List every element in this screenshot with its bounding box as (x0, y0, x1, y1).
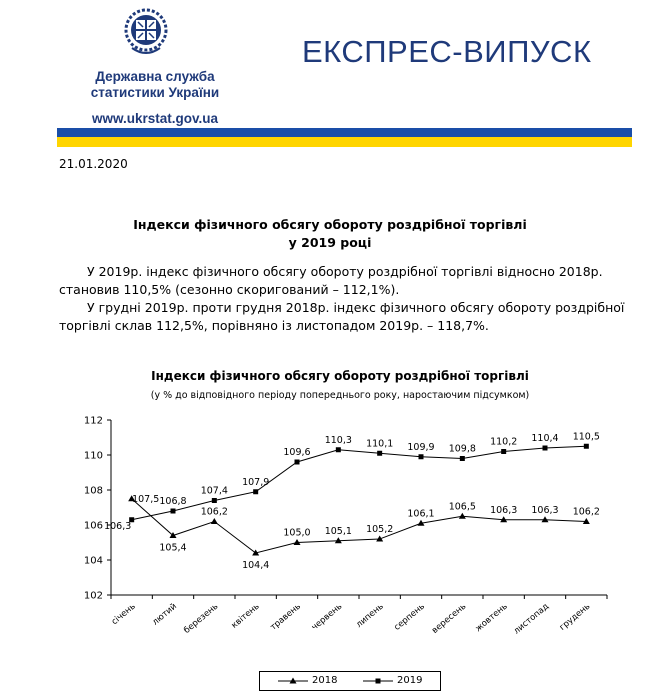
org-website-link[interactable]: www.ukrstat.gov.ua (91, 111, 219, 126)
data-label-2019: 110,1 (366, 438, 394, 450)
data-label-2019: 107,9 (242, 476, 270, 488)
data-label-2018: 105,4 (159, 542, 187, 554)
x-tick-label: січень (109, 601, 138, 628)
release-date: 21.01.2020 (59, 157, 128, 171)
data-point-2019 (460, 456, 465, 461)
x-tick-label: лютий (150, 601, 179, 628)
paragraph-december-line1: У грудні 2019р. проти грудня 2018р. індекс фізичного обсягу обороту роздрібної (87, 300, 625, 315)
data-label-2018: 106,2 (200, 506, 228, 518)
paragraph-december-line2: торгівлі склав 112,5%, порівняно із листопадом 2019р. – 118,7%. (59, 318, 489, 333)
data-label-2019: 107,4 (200, 485, 228, 497)
data-label-2019: 110,5 (572, 431, 600, 443)
chart-title: Індекси фізичного обсягу обороту роздрібної торгівлі (151, 369, 529, 383)
y-tick-label: 104 (83, 555, 103, 567)
data-label-2019: 110,4 (531, 433, 559, 444)
y-tick-label: 108 (83, 485, 103, 497)
data-label-2018: 106,3 (490, 504, 518, 516)
data-label-2018: 106,3 (531, 504, 559, 516)
data-point-2019 (212, 498, 217, 503)
x-tick-label: листопад (511, 601, 551, 637)
paragraph-annual-line1: У 2019р. індекс фізичного обсягу обороту роздрібної торгівлі відносно 2018р. (87, 264, 603, 279)
x-tick-label: грудень (557, 601, 593, 633)
y-tick-label: 106 (83, 520, 103, 532)
x-tick-label: серпень (392, 601, 427, 633)
data-point-2019 (584, 444, 589, 449)
data-label-2019: 109,8 (448, 443, 476, 455)
data-label-2018: 105,2 (366, 524, 394, 535)
data-label-2018: 104,4 (242, 560, 270, 571)
org-name-line1: Державна служба (95, 69, 215, 84)
data-label-2019: 106,3 (104, 520, 132, 532)
data-label-2019: 106,8 (159, 496, 187, 507)
paragraph-annual-line2: становив 110,5% (сезонно скоригований – 112,1%). (59, 282, 400, 297)
y-tick-label: 102 (83, 590, 103, 602)
data-point-2019 (295, 460, 300, 465)
data-point-2018 (459, 513, 466, 519)
data-point-2019 (543, 446, 548, 451)
legend-marker-square-icon (376, 679, 381, 684)
chart-legend (259, 671, 441, 691)
data-label-2018: 107,5 (132, 493, 160, 505)
data-point-2019 (377, 451, 382, 456)
data-point-2019 (171, 509, 176, 514)
data-label-2019: 109,6 (283, 447, 311, 458)
data-label-2018: 105,0 (283, 527, 311, 539)
data-point-2019 (253, 489, 258, 494)
document-title-line1: Індекси фізичного обсягу обороту роздрібної торгівлі (133, 217, 527, 232)
x-tick-label: квітень (229, 601, 262, 631)
data-label-2019: 109,9 (407, 441, 435, 453)
document-title-line2: у 2019 році (288, 235, 372, 250)
x-tick-label: червень (309, 601, 345, 633)
y-tick-label: 112 (83, 415, 103, 427)
data-label-2018: 106,5 (448, 501, 476, 513)
x-tick-label: травень (268, 601, 303, 633)
data-point-2018 (211, 518, 218, 524)
x-tick-label: липень (354, 601, 386, 631)
chart-subtitle: (у % до відповідного періоду попереднього року, наростаючим підсумком) (150, 390, 530, 401)
data-label-2019: 110,2 (490, 436, 518, 448)
legend-label-2019: 2019 (397, 675, 423, 686)
x-tick-label: березень (182, 601, 221, 636)
x-tick-label: вересень (430, 601, 469, 636)
data-label-2018: 106,2 (572, 506, 600, 518)
data-label-2019: 110,3 (324, 434, 352, 446)
banner-title: ЕКСПРЕС-ВИПУСК (302, 34, 592, 69)
org-name-line2: статистики України (90, 85, 220, 100)
data-point-2019 (501, 449, 506, 454)
data-point-2019 (419, 454, 424, 459)
data-point-2019 (336, 447, 341, 452)
y-tick-label: 110 (83, 450, 103, 462)
data-label-2018: 105,1 (324, 525, 352, 537)
x-tick-label: жовтень (473, 601, 510, 635)
data-label-2018: 106,1 (407, 508, 435, 520)
legend-label-2018: 2018 (312, 675, 338, 686)
